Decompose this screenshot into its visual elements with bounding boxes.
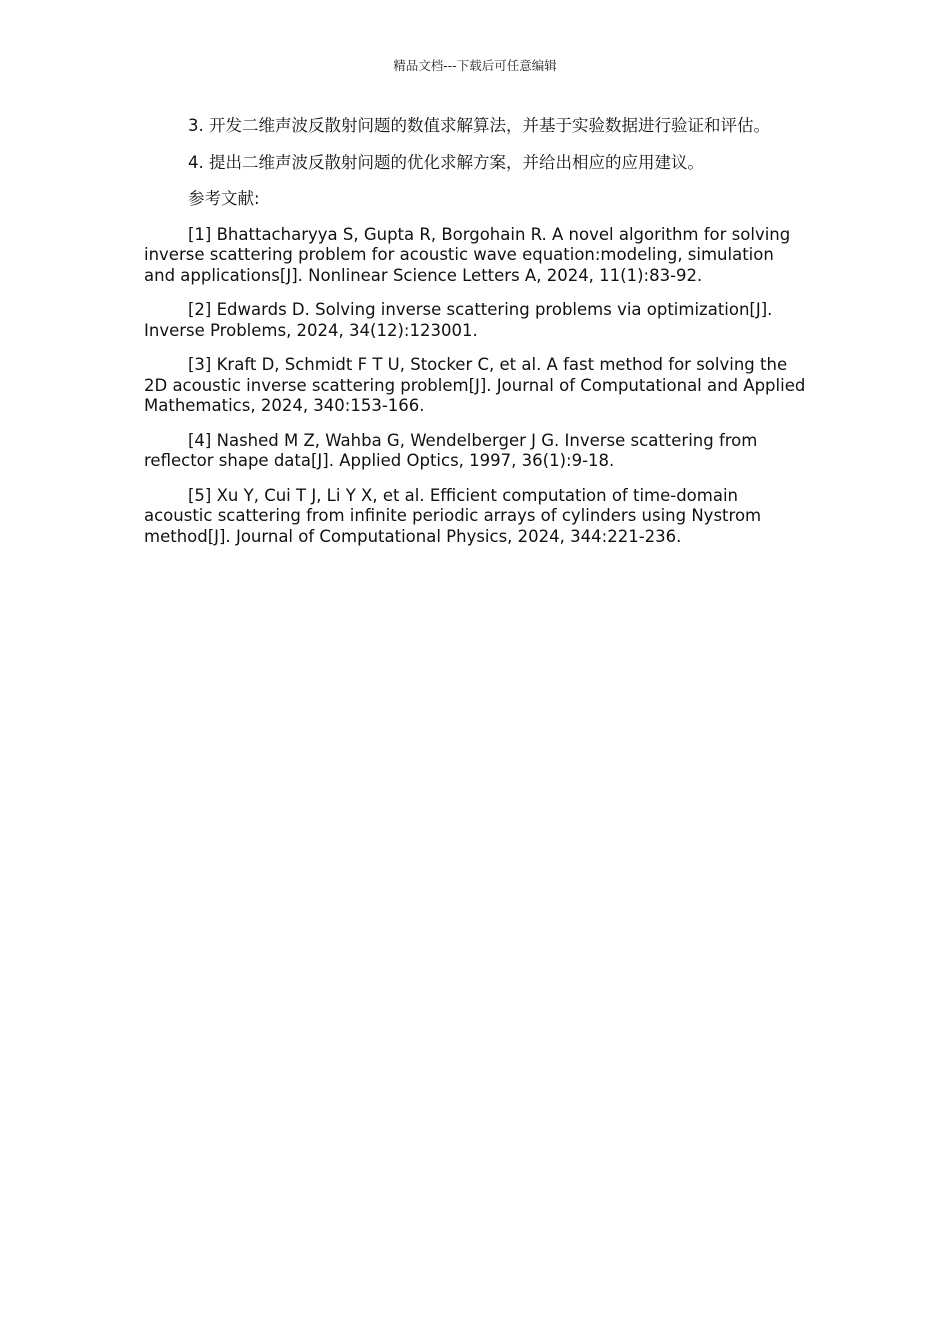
page-header: 精品文档---下载后可任意编辑 [393, 58, 557, 73]
reference-5: [5] Xu Y, Cui T J, Li Y X, et al. Efficient computation of time-domain acoustic scattering from infinite periodic arrays of cylinders using Nystrom method[J]. Journal of Computational Physics, 2024, 344:221-236. [144, 485, 762, 546]
reference-4: [4] Nashed M Z, Wahba G, Wendelberger J G. Inverse scattering from reflector shape data[J]. Applied Optics, 1997, 36(1):9-18. [144, 430, 758, 470]
reference-3: [3] Kraft D, Schmidt F T U, Stocker C, et al. A fast method for solving the 2D acoustic inverse scattering problem[J]. Journal of Computational and Applied Mathematics, 2024, 340:153-166. [144, 355, 806, 415]
list-item-4: 4. 提出二维声波反散射问题的优化求解方案，并给出相应的应用建议。 [188, 152, 704, 172]
reference-2: [2] Edwards D. Solving inverse scattering problems via optimization[J]. Inverse Problems, 2024, 34(12):123001. [144, 300, 773, 340]
reference-1: [1] Bhattacharyya S, Gupta R, Borgohain R. A novel algorithm for solving inverse scattering problem for acoustic wave equation:modeling, simulation and applications[J]. Nonlinear Science Letters A, 2024, 11(1):83-92. [144, 224, 791, 285]
references-heading: 参考文献: [188, 189, 260, 208]
document-body [144, 116, 806, 561]
list-item-3: 3. 开发二维声波反散射问题的数值求解算法，并基于实验数据进行验证和评估。 [188, 116, 770, 135]
